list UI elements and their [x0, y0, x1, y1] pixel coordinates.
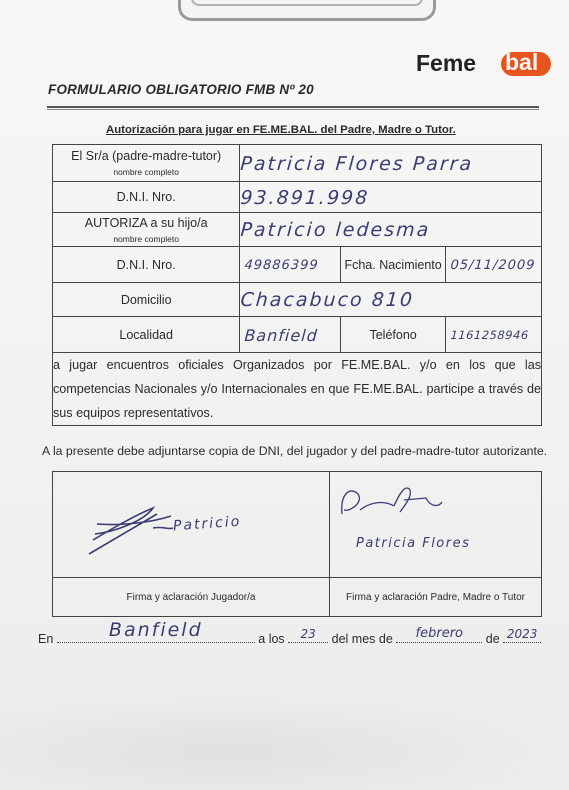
localidad-label: Localidad [53, 317, 240, 353]
telefono-label: Teléfono [341, 317, 446, 353]
title-divider-thin [47, 109, 539, 110]
logo-oval-text: bal [505, 52, 539, 75]
title-divider [47, 106, 539, 108]
dni-tutor-field[interactable]: 93.891.998 [239, 182, 543, 213]
row-tutor [53, 145, 542, 182]
dni-tutor-label: D.N.I. Nro. [53, 182, 240, 213]
en-label: En [38, 632, 54, 646]
dni-hijo-field[interactable]: 49886399 [239, 247, 342, 283]
signature-row [53, 472, 542, 578]
a-los-label: a los [258, 632, 285, 646]
place-value: Banfield [108, 619, 203, 641]
parent-signature-box[interactable] [330, 472, 542, 578]
tutor-label: El Sr/a (padre-madre-tutor) [71, 149, 222, 163]
signature-caption-row [53, 578, 542, 617]
row-dni-tutor [53, 182, 542, 213]
localidad-field[interactable]: Banfield [239, 317, 342, 353]
child-name-field[interactable]: Patricio ledesma [239, 213, 543, 247]
clipboard-clip [178, 0, 436, 21]
authorization-paragraph: a jugar encuentros oficiales Organizados por FE.ME.BAL. y/o en los que las competencias Nacionales y/o Internacionales en que FE.ME.BAL. participe a través de sus equipos representativos. [53, 353, 542, 426]
month-field[interactable] [396, 626, 482, 643]
player-signature-caption: Firma y aclaración Jugador/a [53, 578, 330, 617]
attachment-notice: A la presente debe adjuntarse copia de DNI, del jugador y del padre-madre-tutor autorizante. [42, 444, 548, 458]
place-date-line [38, 619, 548, 646]
dni-hijo-label: D.N.I. Nro. [53, 247, 240, 283]
form-subtitle: Autorización para jugar en FE.ME.BAL. del Padre, Madre o Tutor. [106, 124, 456, 136]
tutor-sublabel: nombre completo [113, 167, 179, 177]
autoriza-label: AUTORIZA a su hijo/a [84, 215, 208, 230]
signature-table [52, 471, 542, 617]
tutor-label-cell [53, 145, 240, 182]
authorization-table [52, 144, 542, 426]
domicilio-field[interactable]: Chacabuco 810 [239, 283, 543, 317]
domicilio-label: Domicilio [53, 283, 240, 317]
autoriza-label-cell [53, 213, 240, 247]
player-signature-box[interactable] [53, 472, 330, 578]
birthdate-field[interactable]: 05/11/2009 [444, 247, 543, 283]
form-title: FORMULARIO OBLIGATORIO FMB Nº 20 [48, 82, 314, 97]
player-signature-name: Patricio [172, 513, 242, 535]
row-domicilio [53, 283, 542, 317]
year-field[interactable] [503, 627, 541, 643]
telefono-field[interactable]: 1161258946 [444, 317, 543, 353]
place-field[interactable] [57, 619, 255, 643]
day-value: 23 [300, 627, 316, 641]
mes-label: del mes de [331, 632, 393, 646]
femebal-logo [416, 50, 556, 78]
month-value: febrero [415, 626, 464, 641]
parent-signature-caption: Firma y aclaración Padre, Madre o Tutor [330, 578, 542, 617]
autoriza-sublabel: nombre completo [113, 233, 179, 244]
de-label: de [485, 632, 500, 646]
row-autoriza [53, 213, 542, 247]
birthdate-label: Fcha. Nacimiento [341, 247, 446, 283]
tutor-name-field[interactable]: Patricia Flores Parra [239, 145, 543, 182]
row-localidad [53, 317, 542, 353]
parent-signature-mark [330, 472, 542, 578]
year-value: 2023 [506, 627, 538, 641]
row-dni-hijo [53, 247, 542, 283]
logo-oval [501, 52, 551, 76]
row-paragraph [53, 353, 542, 426]
paper-shadow [0, 690, 569, 790]
day-field[interactable] [288, 627, 328, 643]
parent-signature-name: Patricia Flores [356, 536, 471, 551]
logo-text: Feme [416, 50, 477, 76]
